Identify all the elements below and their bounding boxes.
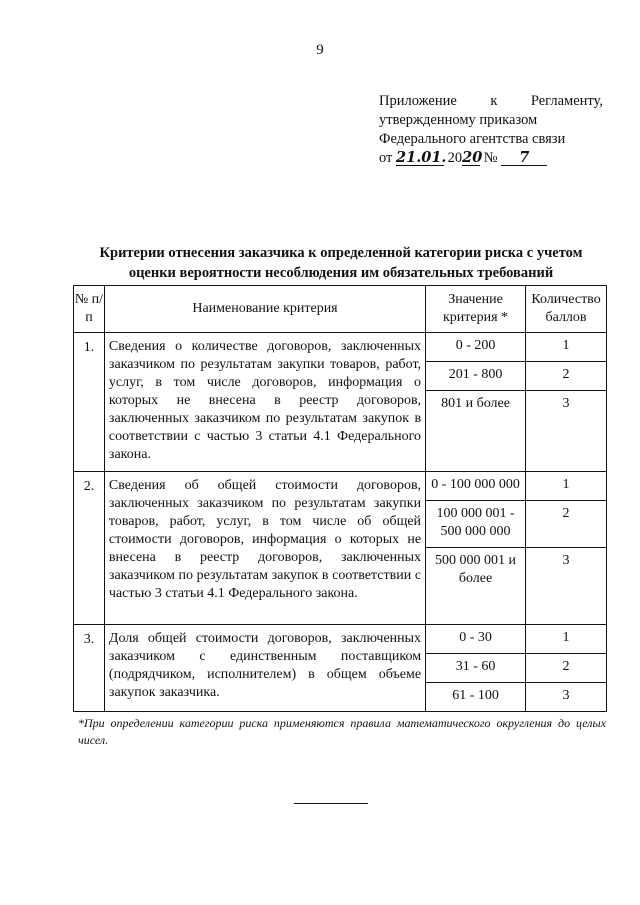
header-points: Количество баллов xyxy=(526,286,607,333)
criterion-points: 1 xyxy=(526,472,607,501)
appendix-block xyxy=(379,92,603,168)
criterion-points: 3 xyxy=(526,391,607,472)
criterion-value: 31 - 60 xyxy=(426,654,526,683)
criterion-points: 1 xyxy=(526,333,607,362)
document-title: Критерии отнесения заказчика к определенной категории риска с учетом оценки вероятности несоблюдения им обязательных требований xyxy=(99,245,583,281)
header-name: Наименование критерия xyxy=(104,286,425,333)
handwritten-date: 21.01. xyxy=(396,149,447,166)
table-header-row xyxy=(74,286,607,333)
year-prefix: 20 xyxy=(447,150,463,166)
criterion-value: 0 - 200 xyxy=(426,333,526,362)
criterion-value: 500 000 001 и более xyxy=(426,548,526,625)
criterion-points: 3 xyxy=(526,548,607,625)
criterion-points: 1 xyxy=(526,625,607,654)
appendix-regulation: Регламенту, xyxy=(530,93,603,109)
appendix-date-line xyxy=(379,149,603,168)
appendix-approved: утвержденному приказом xyxy=(379,112,538,128)
criterion-value: 61 - 100 xyxy=(426,683,526,712)
appendix-word: Приложение xyxy=(379,93,457,109)
appendix-from: от xyxy=(379,150,393,166)
header-value: Значение критерия * xyxy=(426,286,526,333)
criterion-name: Доля общей стоимости договоров, заключенных заказчиком с единственным поставщиком (подрядчиком, исполнителем) в общем объеме закупок заказчика. xyxy=(104,625,425,712)
row-number: 3. xyxy=(74,625,105,712)
criterion-value: 0 - 30 xyxy=(426,625,526,654)
criterion-value: 201 - 800 xyxy=(426,362,526,391)
criterion-points: 3 xyxy=(526,683,607,712)
page-number: 9 xyxy=(316,42,324,58)
handwritten-number: 7 xyxy=(501,150,547,166)
criterion-points: 2 xyxy=(526,501,607,548)
row-number: 1. xyxy=(74,333,105,472)
criterion-points: 2 xyxy=(526,654,607,683)
row-number: 2. xyxy=(74,472,105,625)
criterion-name: Сведения о количестве договоров, заключенных заказчиком по результатам закупки товаров, работ, услуг, в том числе договоров, информация о которых не внесена в реестр договоров, заключенных заказчиком по результатам закупок в соответствии с частью 3 статьи 4.1 Федерального закона. xyxy=(104,333,425,472)
appendix-agency: Федерального агентства связи xyxy=(379,131,566,147)
number-sign: № xyxy=(483,150,498,166)
criterion-name: Сведения об общей стоимости договоров, заключенных заказчиком по результатам закупки товаров, работ, услуг, в том числе об общей стоимости договоров, информация о которых не внесена в реестр договоров, заключенных заказчиком по результатам закупок в соответствии с частью 3 статьи 4.1 Федерального закона. xyxy=(104,472,425,625)
handwritten-year: 20 xyxy=(462,149,483,166)
table-row xyxy=(74,333,607,362)
table-row xyxy=(74,472,607,501)
table-row xyxy=(74,625,607,654)
footnote: *При определении категории риска применяются правила математического округления до целых чисел. xyxy=(78,716,606,747)
criterion-value: 0 - 100 000 000 xyxy=(426,472,526,501)
header-num: № п/п xyxy=(74,286,105,333)
criterion-value: 801 и более xyxy=(426,391,526,472)
appendix-preposition: к xyxy=(490,93,498,109)
end-divider xyxy=(294,803,368,804)
criteria-table xyxy=(73,285,607,712)
criterion-value: 100 000 001 - 500 000 000 xyxy=(426,501,526,548)
criterion-points: 2 xyxy=(526,362,607,391)
